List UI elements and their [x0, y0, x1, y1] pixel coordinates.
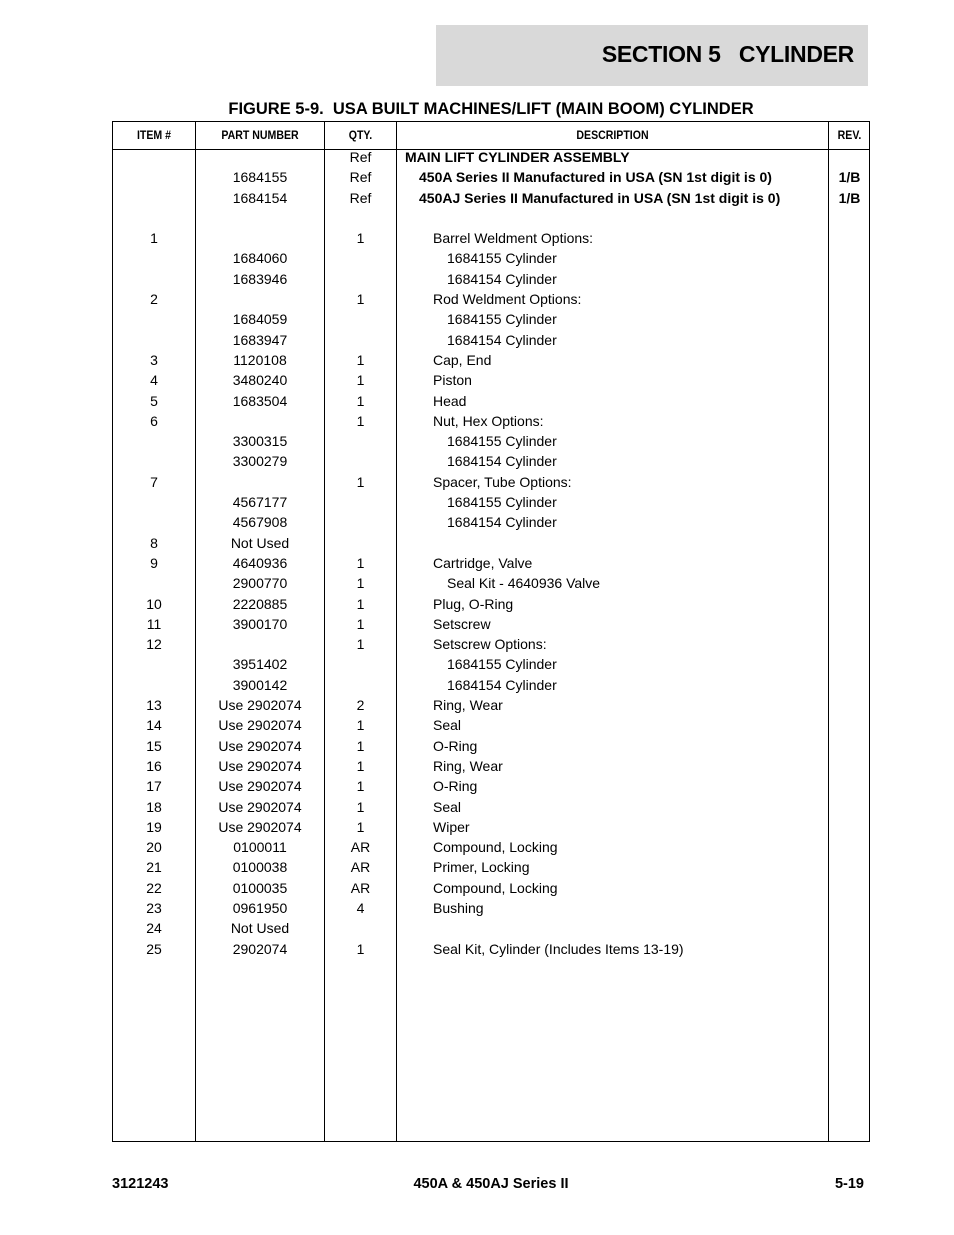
item-number-cell: 15 [146, 737, 162, 754]
description-cell: 1684155 Cylinder [447, 250, 557, 267]
part-number-cell: 2900770 [232, 575, 288, 592]
table-row [113, 736, 869, 756]
table-row [113, 939, 869, 959]
description-cell: 1684154 Cylinder [447, 453, 557, 470]
quantity-cell: 1 [356, 554, 365, 571]
quantity-cell: 2 [356, 697, 365, 714]
column-header-description: DESCRIPTION [576, 128, 649, 142]
item-number-cell: 6 [150, 412, 158, 429]
description-cell: 1684154 Cylinder [447, 270, 557, 287]
description-cell: Plug, O-Ring [433, 595, 514, 612]
item-number-cell: 3 [150, 351, 158, 368]
description-cell: 1684155 Cylinder [447, 656, 557, 673]
item-number-cell: 17 [146, 778, 162, 795]
table-row [113, 918, 869, 938]
item-number-cell: 4 [150, 372, 158, 389]
item-number-cell: 20 [146, 839, 162, 856]
table-row [113, 817, 869, 837]
table-row [113, 857, 869, 877]
description-cell: Rod Weldment Options: [433, 291, 582, 308]
column-header-rev: REV. [837, 128, 862, 142]
section-title: SECTION 5 CYLINDER [601, 41, 854, 67]
item-number-cell: 13 [146, 697, 162, 714]
part-number-cell: 1684059 [232, 311, 288, 328]
revision-cell: 1/B [838, 189, 861, 206]
quantity-cell: 1 [356, 798, 365, 815]
description-cell: Spacer, Tube Options: [433, 473, 572, 490]
part-number-cell: 3900142 [232, 676, 288, 693]
item-number-cell: 25 [146, 940, 162, 957]
part-number-cell: Use 2902074 [218, 778, 302, 795]
part-number-cell: 3900170 [232, 615, 288, 632]
item-number-cell: 16 [146, 757, 162, 774]
description-cell: 1684154 Cylinder [447, 676, 557, 693]
description-cell: Setscrew Options: [433, 636, 547, 653]
table-row [113, 451, 869, 471]
column-header-qty: QTY. [348, 128, 373, 142]
description-cell: 1684154 Cylinder [447, 331, 557, 348]
table-row [113, 837, 869, 857]
part-number-cell: 0100011 [233, 839, 287, 856]
description-cell: Cap, End [433, 351, 492, 368]
item-number-cell: 19 [146, 818, 162, 835]
item-number-cell: 12 [146, 636, 162, 653]
description-cell: Seal Kit - 4640936 Valve [447, 575, 601, 592]
table-row [113, 228, 869, 248]
item-number-cell: 14 [146, 717, 162, 734]
table-row [113, 512, 869, 532]
table-row [113, 492, 869, 512]
quantity-cell: 1 [356, 615, 365, 632]
part-number-cell: 1684154 [232, 189, 288, 206]
table-row [113, 675, 869, 695]
parts-table [112, 121, 870, 1142]
table-row [113, 167, 869, 187]
description-cell: Ring, Wear [433, 757, 503, 774]
description-cell: Wiper [433, 818, 470, 835]
table-row [113, 188, 869, 208]
table-row [113, 878, 869, 898]
quantity-cell: 1 [356, 392, 365, 409]
part-number-cell: 2902074 [232, 940, 288, 957]
part-number-cell: Use 2902074 [218, 757, 302, 774]
quantity-cell: 1 [356, 778, 365, 795]
column-header-item: ITEM # [136, 128, 172, 142]
part-number-cell: 1683504 [232, 392, 288, 409]
part-number-cell: 4567177 [232, 494, 288, 511]
quantity-cell: Ref [349, 149, 372, 165]
quantity-cell: 1 [356, 818, 365, 835]
table-row [113, 614, 869, 634]
table-row [113, 391, 869, 411]
figure-title: FIGURE 5-9. USA BUILT MACHINES/LIFT (MAIN BOOM) CYLINDER [228, 100, 754, 118]
table-row [113, 898, 869, 918]
description-cell: Head [433, 392, 467, 409]
quantity-cell: 1 [356, 473, 365, 490]
description-cell: O-Ring [433, 737, 478, 754]
table-row [113, 147, 869, 167]
item-number-cell: 21 [146, 859, 162, 876]
item-number-cell: 11 [146, 615, 162, 632]
quantity-cell: Ref [349, 169, 372, 186]
quantity-cell: 1 [356, 757, 365, 774]
description-cell: 1684155 Cylinder [447, 494, 557, 511]
table-row [113, 756, 869, 776]
table-row [113, 472, 869, 492]
table-row [113, 797, 869, 817]
part-number-cell: 1120108 [233, 351, 287, 368]
quantity-cell: 1 [356, 940, 365, 957]
item-number-cell: 7 [150, 473, 158, 490]
table-row [113, 695, 869, 715]
quantity-cell: AR [350, 879, 371, 896]
description-cell: 1684155 Cylinder [447, 433, 557, 450]
table-row [113, 776, 869, 796]
part-number-cell: 3300315 [232, 433, 288, 450]
section-header [436, 25, 868, 86]
part-number-cell: 4567908 [232, 514, 288, 531]
table-row [113, 370, 869, 390]
description-cell: Compound, Locking [433, 839, 558, 856]
part-number-cell: 0100035 [232, 879, 288, 896]
part-number-cell: 0100038 [232, 859, 288, 876]
quantity-cell: 1 [356, 372, 365, 389]
item-number-cell: 9 [150, 554, 158, 571]
footer-page-number: 5-19 [834, 1176, 864, 1192]
description-cell: Barrel Weldment Options: [433, 230, 594, 247]
footer-doc-number: 3121243 [112, 1176, 169, 1192]
part-number-cell: 3300279 [232, 453, 288, 470]
description-cell: Cartridge, Valve [433, 554, 533, 571]
quantity-cell: AR [350, 839, 371, 856]
part-number-cell: Use 2902074 [218, 818, 302, 835]
table-row [113, 289, 869, 309]
description-cell: O-Ring [433, 778, 478, 795]
part-number-cell: 2220885 [232, 595, 288, 612]
item-number-cell: 2 [150, 291, 158, 308]
table-row [113, 715, 869, 735]
item-number-cell: 5 [150, 392, 158, 409]
item-number-cell: 18 [146, 798, 162, 815]
item-number-cell: 22 [146, 879, 162, 896]
description-cell: 450AJ Series II Manufactured in USA (SN 1st digit is 0) [419, 189, 781, 206]
description-cell: Seal [433, 717, 462, 734]
quantity-cell: 1 [356, 737, 365, 754]
table-row [113, 553, 869, 573]
table-row [113, 654, 869, 674]
quantity-cell: 1 [356, 291, 365, 308]
description-cell: Primer, Locking [433, 859, 530, 876]
table-row [113, 350, 869, 370]
quantity-cell: 1 [356, 412, 365, 429]
item-number-cell: 10 [146, 595, 162, 612]
quantity-cell: 1 [356, 636, 365, 653]
part-number-cell: Use 2902074 [218, 798, 302, 815]
footer-model: 450A & 450AJ Series II [413, 1176, 569, 1192]
table-row [113, 269, 869, 289]
description-cell: 1684155 Cylinder [447, 311, 557, 328]
description-cell: Nut, Hex Options: [433, 412, 544, 429]
part-number-cell: Use 2902074 [218, 717, 302, 734]
description-cell: 450A Series II Manufactured in USA (SN 1st digit is 0) [419, 169, 772, 186]
table-row [113, 330, 869, 350]
description-cell: Bushing [433, 899, 484, 916]
part-number-cell: Not Used [230, 920, 290, 937]
description-cell: 1684154 Cylinder [447, 514, 557, 531]
quantity-cell: 1 [356, 717, 365, 734]
quantity-cell: 1 [356, 595, 365, 612]
description-cell: Ring, Wear [433, 697, 503, 714]
table-row [113, 594, 869, 614]
part-number-cell: 1683947 [232, 331, 288, 348]
description-cell: MAIN LIFT CYLINDER ASSEMBLY [405, 149, 630, 165]
item-number-cell: 23 [146, 899, 162, 916]
revision-cell: 1/B [838, 169, 861, 186]
part-number-cell: 4640936 [232, 554, 288, 571]
part-number-cell: 1684155 [232, 169, 288, 186]
table-row [113, 248, 869, 268]
quantity-cell: 1 [356, 230, 365, 247]
part-number-cell: 1683946 [232, 270, 288, 287]
part-number-cell: 1684060 [232, 250, 288, 267]
table-row [113, 573, 869, 593]
quantity-cell: 1 [356, 575, 365, 592]
item-number-cell: 24 [146, 920, 162, 937]
quantity-cell: 1 [356, 351, 365, 368]
description-cell: Setscrew [433, 615, 491, 632]
description-cell: Seal Kit, Cylinder (Includes Items 13-19) [433, 940, 684, 957]
item-number-cell: 1 [150, 230, 158, 247]
part-number-cell: Not Used [230, 534, 290, 551]
table-row [113, 208, 869, 228]
part-number-cell: Use 2902074 [218, 697, 302, 714]
table-row [113, 431, 869, 451]
quantity-cell: AR [350, 859, 371, 876]
quantity-cell: Ref [349, 189, 372, 206]
table-row [113, 309, 869, 329]
description-cell: Piston [433, 372, 472, 389]
table-row [113, 411, 869, 431]
table-row [113, 533, 869, 553]
table-row [113, 634, 869, 654]
part-number-cell: 0961950 [232, 899, 288, 916]
part-number-cell: 3951402 [232, 656, 288, 673]
part-number-cell: Use 2902074 [218, 737, 302, 754]
part-number-cell: 3480240 [232, 372, 288, 389]
column-header-part-number: PART NUMBER [221, 128, 299, 142]
description-cell: Seal [433, 798, 462, 815]
parts-list [113, 147, 869, 959]
description-cell: Compound, Locking [433, 879, 558, 896]
quantity-cell: 4 [356, 899, 365, 916]
item-number-cell: 8 [150, 534, 158, 551]
